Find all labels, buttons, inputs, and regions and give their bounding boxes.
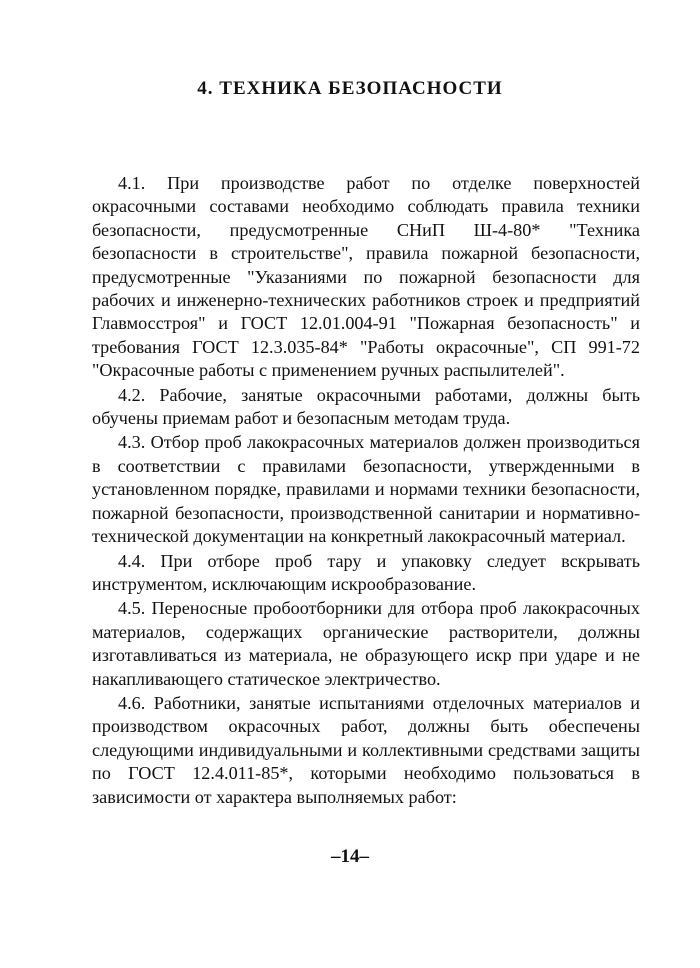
section-title: 4. ТЕХНИКА БЕЗОПАСНОСТИ [197,78,503,99]
paragraph-4-6: 4.6. Работники, занятые испытаниями отделочных материалов и производством окрасочных работ, должны быть обеспечены следующими индивидуальными и коллективными средствами защиты по ГОСТ 12.4.011-85*, которыми необходимо пользоваться в зависимости от характера выполняемых работ: [92,692,640,807]
paragraph-4-4: 4.4. При отборе проб тару и упаковку следует вскрывать инструментом, исключающим искрообразование. [92,550,640,594]
section-body [92,172,640,810]
paragraph-4-3: 4.3. Отбор проб лакокрасочных материалов должен производиться в соответствии с правилами безопасности, утвержденными в установленном порядке, правилами и нормами техники безопасности, пожарной безопасности, производственной санитарии и нормативно-технической документации на конкретный лакокрасочный материал. [92,432,640,547]
page-number: –14– [331,846,369,867]
paragraph-4-2: 4.2. Рабочие, занятые окрасочными работами, должны быть обучены приемам работ и безопасным методам труда. [92,384,640,429]
paragraph-4-1: 4.1. При производстве работ по отделке поверхностей окрасочными составами необходимо соблюдать правила техники безопасности, предусмотренные СНиП Ш-4-80* "Техника безопасности в строительстве", правила пожарной безопасности, предусмотренные "Указаниями по пожарной безопасности для рабочих и инженерно-технических работников строек и предприятий Главмосстроя" и ГОСТ 12.01.004-91 "Пожарная безопасность" и требования ГОСТ 12.3.035-84* "Работы окрасочные", СП 991-72 "Окрасочные работы с применением ручных распылителей". [92,173,640,381]
paragraph-4-5: 4.5. Переносные пробоотборники для отбора проб лакокрасочных материалов, содержащих органические растворители, должны изготавливаться из материала, не образующего искр при ударе и не накапливающего статическое электричество. [92,598,640,689]
